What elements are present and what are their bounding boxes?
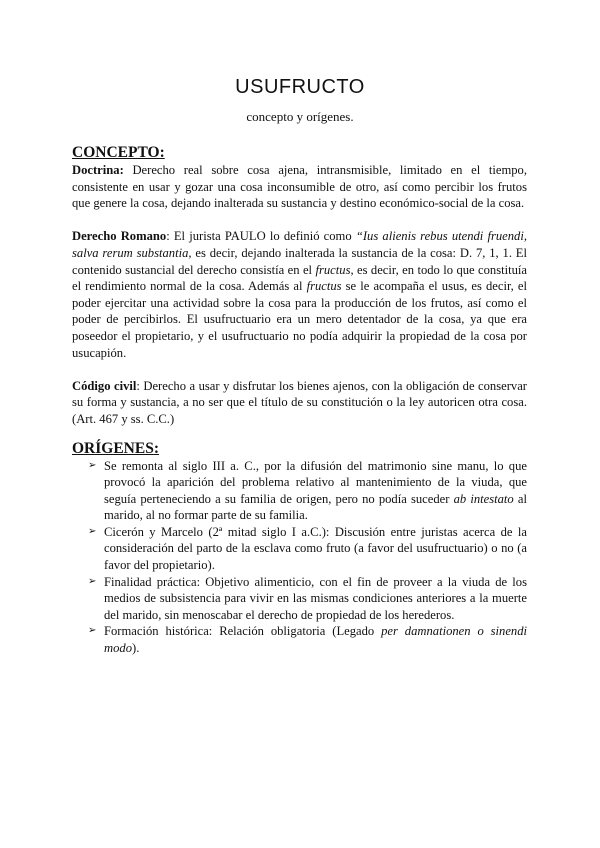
arrow-bullet-icon: ➢ (88, 575, 97, 587)
list-item-text: Se remonta al siglo III a. C., por la difusión del matrimonio sine manu, lo que provocó la aparición del problema relativo al mantenimiento de la viuda, que seguía perteneciendo a su familia de origen, pero no podía suceder (104, 458, 527, 506)
derecho-romano-text-1: : El jurista PAULO lo definió como (166, 229, 356, 244)
derecho-romano-paragraph (72, 228, 527, 361)
list-item (72, 623, 527, 656)
arrow-bullet-icon: ➢ (88, 525, 97, 537)
document-body (72, 144, 527, 657)
codigo-civil-paragraph (72, 378, 527, 428)
list-item-italic: per damnationen o sinendi modo (104, 624, 527, 656)
doctrina-text: Derecho real sobre cosa ajena, intransmisible, limitado en el tiempo, consistente en usar y gozar una cosa inconsumible de otro, así como percibir los frutos que genere la cosa, dejando inalterada su sustancia y destino económico-social de la cosa. (72, 163, 527, 211)
origenes-heading: ORÍGENES: (72, 439, 160, 457)
derecho-romano-text-3: , es decir, en todo lo que constituía el rendimiento normal de la cosa. Además al (72, 262, 528, 294)
codigo-civil-text: : Derecho a usar y disfrutar los bienes ajenos, con la obligación de conservar su forma y sustancia, a no ser que el título de su constitución o la ley autoricen otra cosa. (Art. 467 y ss. C.C.) (72, 378, 527, 426)
list-item-text: Cicerón y Marcelo (2ª mitad siglo I a.C.): Discusión entre juristas acerca de la consideración del parto de la esclava como fruto (a favor del usufructuario) o no (a favor del propietario). (104, 524, 527, 573)
derecho-romano-quote: “Ius alienis rebus utendi fruendi, salva rerum substantia (72, 229, 528, 260)
codigo-civil-label: Código civil (72, 378, 137, 393)
derecho-romano-text-2: , es decir, dejando inalterada la sustancia de la cosa: D. 7, 1, 1. El contenido sustancial del derecho consistía en el (72, 245, 527, 277)
list-item-text-end: al marido, al no formar parte de su familia. (104, 491, 527, 523)
derecho-romano-text-4: se le acompaña el usus, es decir, el poder ejercitar una actividad sobre la cosa para la producción de los frutos, así como el poder de percibirlos. El usufructuario era un mero detentador de la cosa, ya que era poseedor el propietario, y el usufructuario no podía adquirir la propiedad de la cosa por usucapión. (72, 279, 528, 360)
doctrina-paragraph (72, 162, 527, 212)
arrow-bullet-icon: ➢ (88, 459, 97, 471)
list-item-italic: ab intestato (453, 491, 514, 506)
list-item-text-end: ). (132, 641, 140, 656)
doctrina-label: Doctrina: (72, 163, 124, 177)
concepto-heading: CONCEPTO: (72, 144, 165, 161)
fructus-term-2: fructus (306, 279, 342, 294)
origenes-heading-text: ORÍGENES (72, 439, 154, 457)
list-item (72, 458, 527, 524)
derecho-romano-label: Derecho Romano (72, 229, 167, 244)
origenes-list (72, 458, 527, 657)
list-item-text: Finalidad práctica: Objetivo alimenticio, con el fin de proveer a la viuda de los medios de subsistencia para vivir en las mismas condiciones anteriores a la muerte del marido, sin menoscabar el derecho de propiedad de los herederos. (104, 574, 527, 622)
fructus-term-1: fructus (315, 262, 351, 277)
list-item (72, 524, 527, 574)
list-item (72, 574, 527, 624)
document-title: USUFRUCTO (235, 76, 365, 98)
document-subtitle: concepto y orígenes. (246, 109, 354, 124)
concepto-heading-text: CONCEPTO (72, 144, 160, 161)
list-item-text: Formación histórica: Relación obligatoria (Legado (104, 624, 382, 639)
arrow-bullet-icon: ➢ (88, 625, 97, 637)
